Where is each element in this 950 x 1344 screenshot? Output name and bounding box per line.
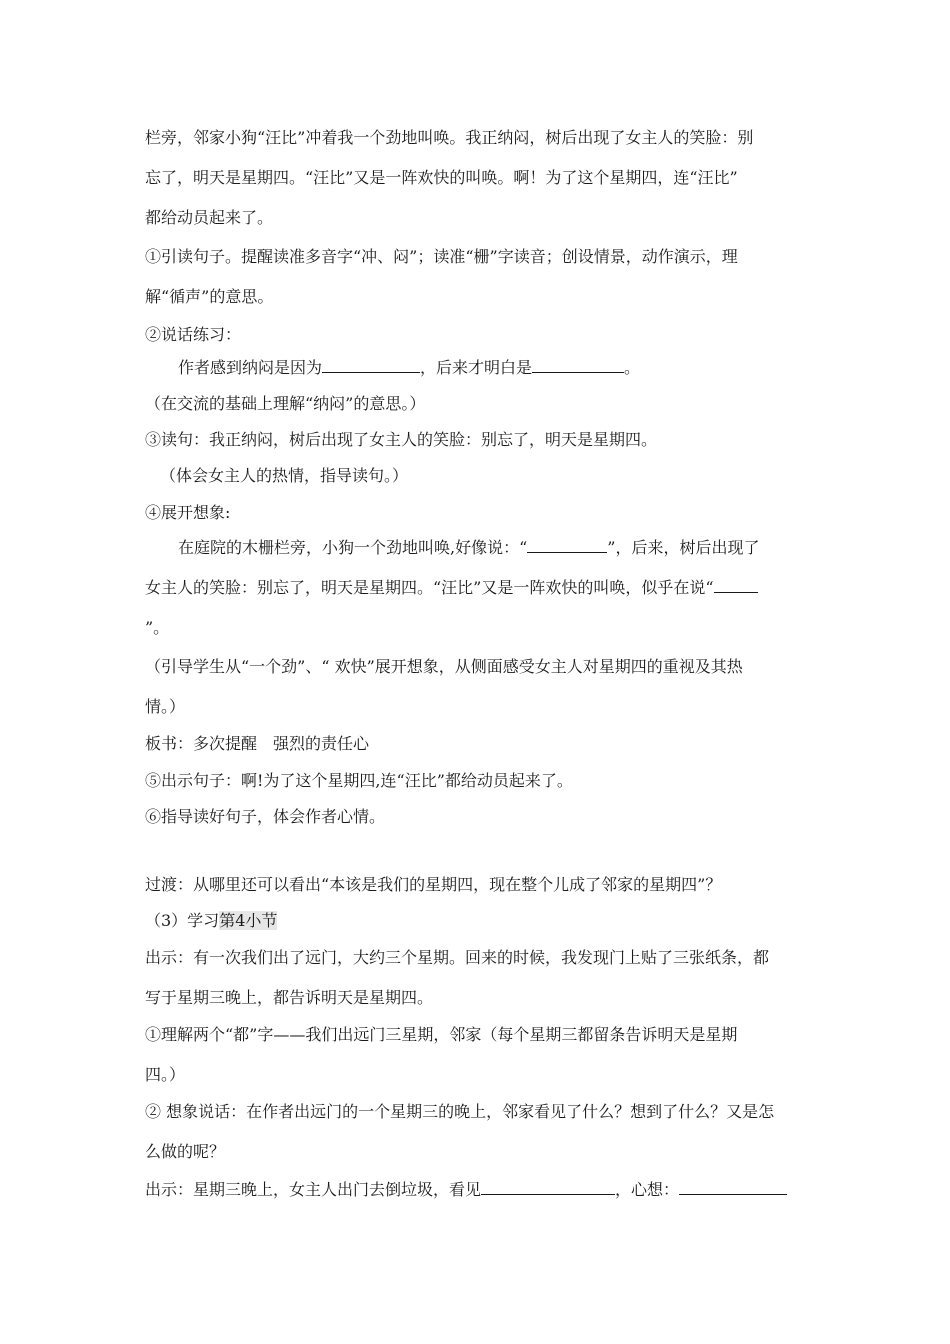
highlighted-text: 第4小节: [219, 911, 278, 930]
text-line: ② 想象说话：在作者出远门的一个星期三的晚上，邻家看见了什么？想到了什么？又是怎: [145, 1102, 775, 1121]
text-line: ②说话练习：: [145, 325, 242, 344]
text-line: 忘了，明天是星期四。“汪比”又是一阵欢快的叫唤。啊！为了这个星期四，连“汪比”: [145, 168, 738, 187]
fill-in-sentence: [178, 538, 759, 558]
fill-in-sentence: [178, 358, 640, 378]
fill-blank: [322, 358, 420, 373]
sentence-part: 出示：星期三晚上，女主人出门去倒垃圾，看见: [145, 1180, 482, 1199]
text-line: 板书：多次提醒 强烈的责任心: [145, 734, 370, 753]
section-heading: [145, 911, 277, 931]
text-line: （体会女主人的热情，指导读句。）: [160, 466, 409, 485]
text-line: ①引读句子。提醒读准多音字“冲、闷”；读准“栅”字读音；创设情景，动作演示，理: [145, 247, 738, 266]
text-line: 过渡：从哪里还可以看出“本该是我们的星期四，现在整个儿成了邻家的星期四”？: [145, 875, 722, 894]
fill-blank: [527, 538, 607, 553]
text-line: （引导学生从“一个劲”、“ 欢快”展开想象，从侧面感受女主人对星期四的重视及其热: [145, 657, 743, 676]
fill-blank: [481, 1180, 615, 1195]
sentence-part: 作者感到纳闷是因为: [178, 358, 323, 377]
text-line: 么做的呢？: [145, 1142, 226, 1161]
text-line: ③读句：我正纳闷，树后出现了女主人的笑脸：别忘了，明天是星期四。: [145, 430, 658, 449]
text-line: ①理解两个“都”字——我们出远门三星期，邻家（每个星期三都留条告诉明天是星期: [145, 1025, 738, 1044]
text-line: ④展开想象:: [145, 503, 231, 522]
text-line: （在交流的基础上理解“纳闷”的意思。）: [145, 394, 426, 413]
text-line: 都给动员起来了。: [145, 208, 274, 227]
text-line: ”。: [145, 618, 170, 637]
text-line: 写于星期三晚上，都告诉明天是星期四。: [145, 988, 434, 1007]
sentence-part: ”，后来，树后出现了: [607, 538, 760, 557]
text-line: ⑤出示句子：啊!为了这个星期四,连“汪比”都给动员起来了。: [145, 771, 573, 790]
heading-part: （3）学习: [145, 911, 220, 930]
sentence-part: ，后来才明白是: [420, 358, 533, 377]
fill-blank: [679, 1180, 787, 1195]
text-line: 解“循声”的意思。: [145, 287, 274, 306]
text-line: 出示：有一次我们出了远门，大约三个星期。回来的时候，我发现门上贴了三张纸条，都: [145, 948, 770, 967]
sentence-part: ，心想：: [615, 1180, 680, 1199]
fill-blank: [532, 358, 624, 373]
text-line: 四。）: [145, 1065, 186, 1084]
fill-in-sentence: [145, 578, 758, 598]
fill-blank: [714, 578, 758, 593]
sentence-part: 。: [624, 358, 641, 377]
text-line: 栏旁，邻家小狗“汪比”冲着我一个劲地叫唤。我正纳闷，树后出现了女主人的笑脸：别: [145, 128, 754, 147]
text-line: 情。）: [145, 697, 186, 716]
text-line: ⑥指导读好句子，体会作者心情。: [145, 807, 386, 826]
fill-in-sentence: [145, 1180, 787, 1200]
sentence-part: 女主人的笑脸：别忘了，明天是星期四。“汪比”又是一阵欢快的叫唤，似乎在说“: [145, 578, 714, 597]
sentence-part: 在庭院的木栅栏旁，小狗一个劲地叫唤,好像说：“: [178, 538, 528, 557]
